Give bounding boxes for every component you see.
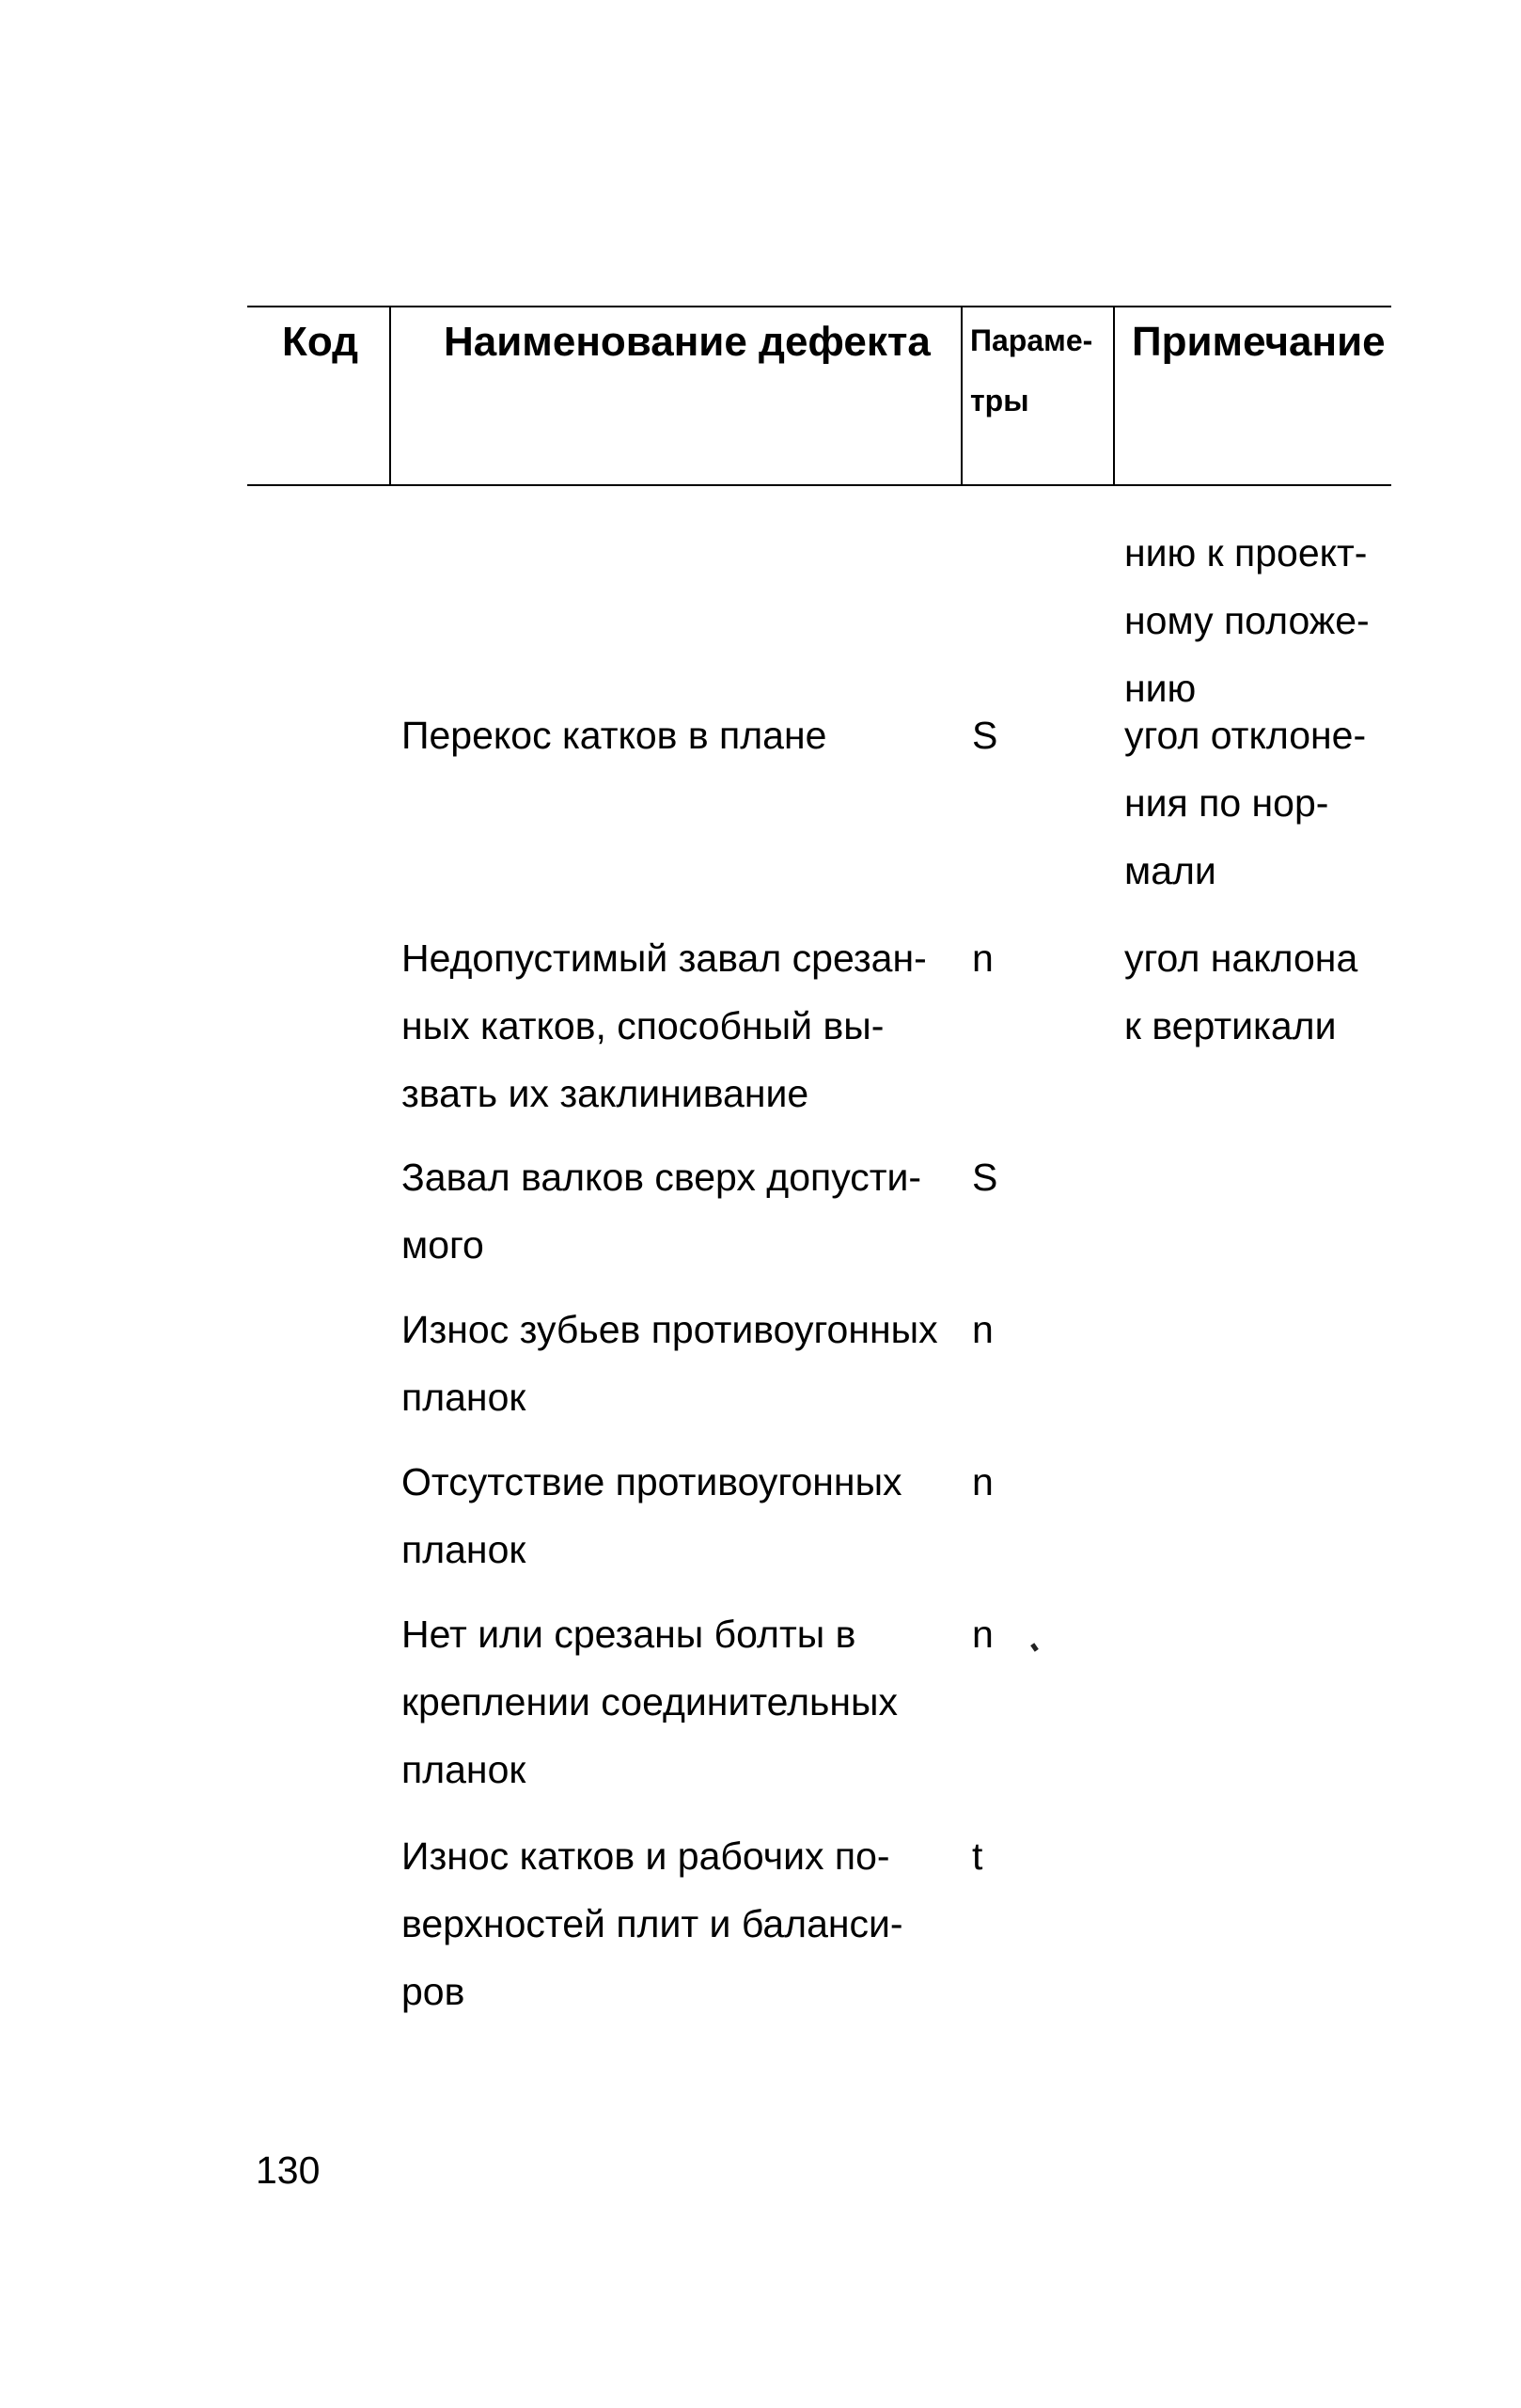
continued-note: нию к проект- ному положе- нию <box>1124 531 1370 710</box>
row-2-name: Недопустимый завал срезан- ных катков, способный вы- звать их заклинивание <box>401 936 927 1115</box>
row-7-param: t <box>972 1834 983 1878</box>
row-4-param: n <box>972 1308 994 1351</box>
row-2-note: угол наклона к вертикали <box>1124 936 1358 1047</box>
row-5-name: Отсутствие противоугонных планок <box>401 1460 902 1571</box>
header-code: Код <box>282 319 359 365</box>
row-3-name: Завал валков сверх допусти- мого <box>401 1156 922 1267</box>
header-divider-3 <box>1113 306 1115 486</box>
row-5-param: n <box>972 1460 994 1503</box>
row-1-param: S <box>972 714 998 757</box>
header-params: Параме- тры <box>970 323 1093 417</box>
page-number: 130 <box>256 2148 321 2192</box>
row-6-name: Нет или срезаны болты в креплении соединительных планок <box>401 1613 898 1791</box>
row-1-name: Перекос катков в плане <box>401 714 827 757</box>
table-header-bottom-rule <box>247 484 1391 486</box>
row-4-name: Износ зубьев противоугонных планок <box>401 1308 938 1419</box>
row-6-param: n <box>972 1613 994 1656</box>
header-defect-name: Наименование дефекта <box>444 319 931 365</box>
header-divider-2 <box>961 306 963 486</box>
header-divider-1 <box>389 306 391 486</box>
row-2-param: n <box>972 936 994 980</box>
row-3-param: S <box>972 1156 998 1199</box>
table-top-rule <box>247 306 1391 307</box>
header-note: Примечание <box>1132 319 1386 365</box>
row-1-note: угол отклоне- ния по нор- мали <box>1124 714 1367 892</box>
row-7-name: Износ катков и рабочих по- верхностей плит и баланси- ров <box>401 1834 903 2013</box>
